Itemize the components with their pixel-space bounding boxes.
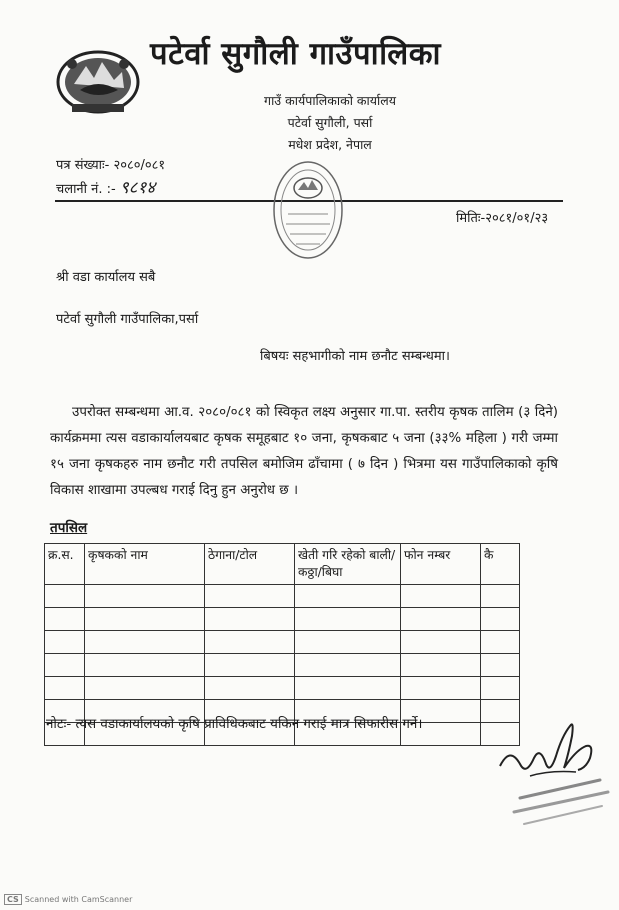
- letter-date: मितिः-२०८१/०१/२३: [456, 211, 549, 226]
- letter-note: नोटः- त्यस वडाकार्यालयको कृषि प्राविधिकबाट यकिन गराई मात्र सिफारीस गर्ने।: [46, 717, 423, 732]
- nepal-emblem-icon: [52, 44, 144, 118]
- reference-number: पत्र संख्याः- २०८०/०८१: [56, 158, 166, 173]
- addressee-line-2: पटेर्वा सुगौली गाउँपालिका,पर्सा: [56, 312, 199, 327]
- scanner-watermark: CS Scanned with CamScanner: [4, 894, 132, 905]
- table-row: [45, 677, 520, 700]
- dispatch-number: चलानी नं. :- ९८१४: [56, 178, 156, 198]
- table-row: [45, 631, 520, 654]
- header-serial: क्र.स.: [45, 544, 85, 585]
- table-header-row: [45, 544, 520, 585]
- header-remarks: कै: [481, 544, 520, 585]
- addressee-line-1: श्री वडा कार्यालय सबै: [56, 270, 156, 285]
- header-address: ठेगाना/टोल: [205, 544, 295, 585]
- table-row: [45, 654, 520, 677]
- letter-body: उपरोक्त सम्बन्धमा आ.व. २०८०/०८१ को स्विकृत लक्ष्य अनुसार गा.पा. स्तरीय कृषक तालिम (३ दिने) कार्यक्रममा त्यस वडाकार्यालयबाट कृषक समूहबाट १० जना, कृषकबाट ५ जना (३३% महिला ) गरी जम्मा १५ जना कृषकहरु नाम छनौट गरी तपसिल बमोजिम ढाँचामा ( ७ दिन ) भित्रमा यस गाउँपालिकाको कृषि विकास शाखामा उपल्बध गराई दिनु हुन अनुरोध छ ।: [50, 405, 558, 498]
- header-phone: फोन नम्बर: [401, 544, 481, 585]
- office-name: गाउँ कार्यपालिकाको कार्यालय: [264, 93, 396, 108]
- header-crop-area: खेती गरि रहेको बाली/ कठ्ठा/बिघा: [295, 544, 401, 585]
- table-row: [45, 608, 520, 631]
- signature-icon: [490, 706, 619, 836]
- office-place: पटेर्वा सुगौली, पर्सा: [287, 115, 373, 130]
- camscanner-logo-icon: CS: [4, 894, 22, 905]
- header-farmer-name: कृषकको नाम: [85, 544, 205, 585]
- office-stamp-icon: [270, 158, 346, 262]
- municipality-title: पटेर्वा सुगौली गाउँपालिका: [150, 36, 442, 72]
- letter-subject: बिषयः सहभागीको नाम छनौट सम्बन्धमा।: [260, 349, 450, 364]
- table-caption: तपसिल: [50, 520, 88, 536]
- office-province: मधेश प्रदेश, नेपाल: [288, 137, 372, 152]
- table-row: [45, 585, 520, 608]
